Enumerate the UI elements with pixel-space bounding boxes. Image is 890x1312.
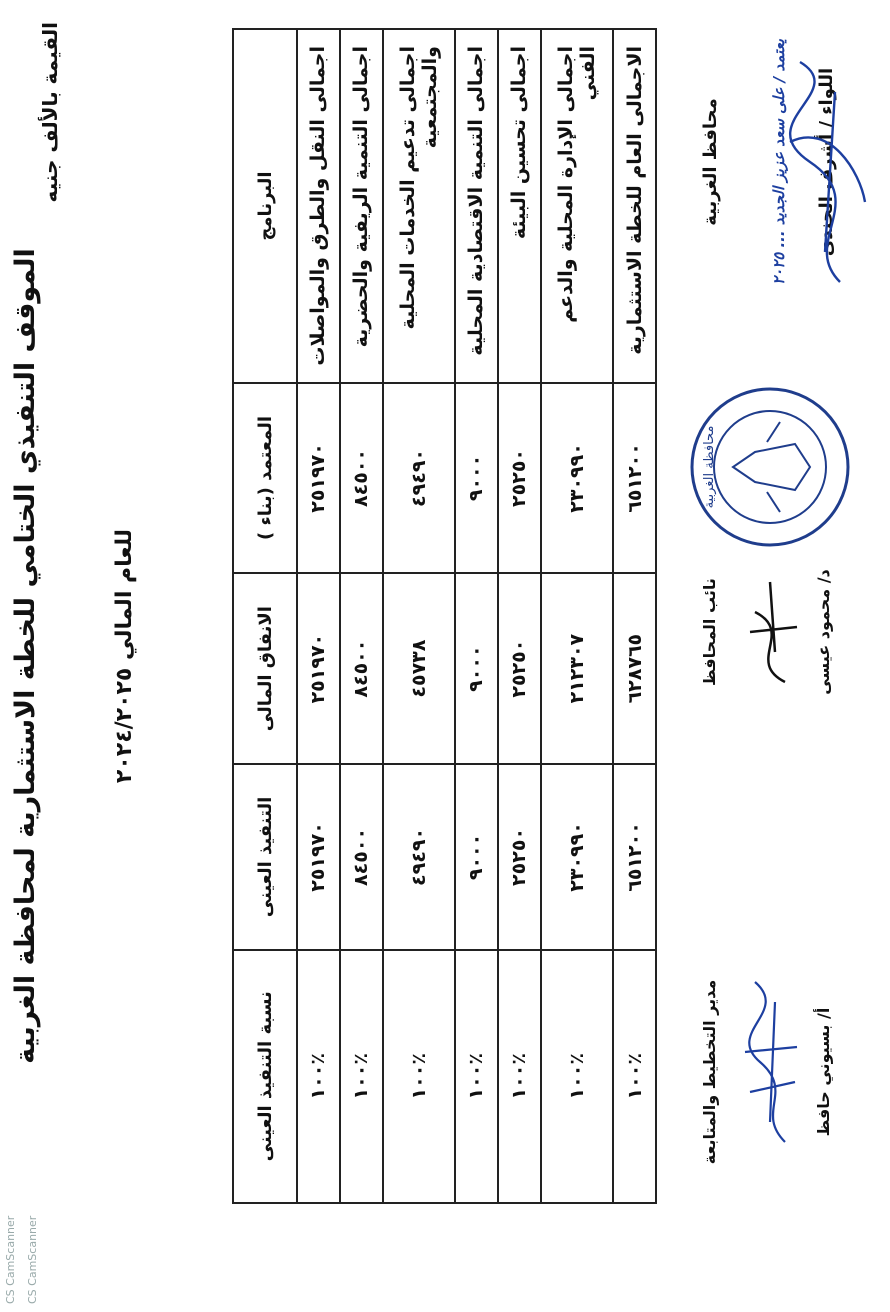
row-execution-rate: ٪١٠٠	[297, 950, 340, 1203]
row-spending: ٢٥١٩٧٠	[297, 573, 340, 764]
row-approved: ٢٥١٩٧٠	[297, 383, 340, 573]
row-spending: ٦٢٨٧٦٥	[613, 573, 656, 764]
scanner-watermark: CS CamScanner	[26, 1215, 39, 1304]
row-spending: ٤٥٧٣٨	[383, 573, 455, 764]
table-row-total	[613, 29, 656, 1203]
investment-plan-table	[232, 28, 657, 1204]
header-spending: الانفاق المالى	[233, 573, 297, 764]
document-subtitle: للعام المالي ٢٠٢٤/٢٠٢٥	[112, 528, 137, 784]
stamp-text: محافظة الغربية	[702, 425, 717, 509]
row-spending: ٩٠٠٠	[455, 573, 498, 764]
row-program: اجمالى تدعيم الخدمات المحلية والمجتمعية	[383, 29, 455, 383]
row-execution-rate: ٪١٠٠	[613, 950, 656, 1203]
header-physical-execution: التنفيذ العينى	[233, 764, 297, 949]
handwritten-signature-middle	[735, 562, 805, 702]
row-program: اجمالى التنمية الاقتصادية المحلية	[455, 29, 498, 383]
signature-title: نائب المحافظ	[700, 578, 719, 686]
row-execution-rate: ٪١٠٠	[340, 950, 383, 1203]
row-execution-rate: ٪١٠٠	[455, 950, 498, 1203]
signature-name: أ/ بسيوني حافظ	[814, 1007, 833, 1137]
handwritten-signature-right	[770, 52, 880, 292]
signature-title: مدير التخطيط والمتابعة	[700, 979, 719, 1165]
table-row	[340, 29, 383, 1203]
row-approved: ٩٠٠٠	[455, 383, 498, 573]
row-physical-execution: ٢٥١٩٧٠	[297, 764, 340, 949]
row-spending: ٢٥٢٥٠	[498, 573, 541, 764]
row-approved: ٦٥١٢٠٠	[613, 383, 656, 573]
row-execution-rate: ٪١٠٠	[541, 950, 613, 1203]
row-program: اجمالى النقل والطرق والمواصلات	[297, 29, 340, 383]
table-header-row	[233, 29, 297, 1203]
row-program: اجمالى الإدارة المحلية والدعم الفني	[541, 29, 613, 383]
value-unit-note: القيمة بالألف جنيه	[38, 22, 62, 203]
table-row	[455, 29, 498, 1203]
header-program: البرنامج	[233, 29, 297, 383]
row-program: الاجمالى العام للخطة الاستثمارية	[613, 29, 656, 383]
row-physical-execution: ٦٥١٢٠٠	[613, 764, 656, 949]
row-program: اجمالى التنمية الريفية والحضرية	[340, 29, 383, 383]
row-spending: ٨٤٥٠٠	[340, 573, 383, 764]
handwritten-signature-left	[735, 972, 805, 1152]
table-row	[498, 29, 541, 1203]
handwritten-note: يعتمد / على سعد عزيز الجديد ... ٢٠٢٥	[770, 39, 788, 285]
table-row	[383, 29, 455, 1203]
row-physical-execution: ٢٥٢٥٠	[498, 764, 541, 949]
table-row	[297, 29, 340, 1203]
row-execution-rate: ٪١٠٠	[383, 950, 455, 1203]
row-approved: ٢٥٢٥٠	[498, 383, 541, 573]
header-approved: المعتمد (بناء )	[233, 383, 297, 573]
signature-title: محافظ الغربية	[700, 98, 721, 226]
row-approved: ٤٩٤٩٠	[383, 383, 455, 573]
row-physical-execution: ٨٤٥٠٠	[340, 764, 383, 949]
table-row	[541, 29, 613, 1203]
header-execution-rate: نسبة التنفيذ العينى	[233, 950, 297, 1203]
row-physical-execution: ٢٣٠٩٩٠	[541, 764, 613, 949]
row-program: اجمالى تحسين البيئة	[498, 29, 541, 383]
row-execution-rate: ٪١٠٠	[498, 950, 541, 1203]
row-physical-execution: ٩٠٠٠	[455, 764, 498, 949]
document-title: الموقف التنفيذي الختامي للخطة الاستثمارية لمحافظة الغربية	[10, 248, 41, 1064]
row-physical-execution: ٤٩٤٩٠	[383, 764, 455, 949]
row-approved: ٢٣٠٩٩٠	[541, 383, 613, 573]
official-stamp	[685, 382, 855, 552]
scanner-watermark: CS CamScanner	[4, 1215, 17, 1304]
row-approved: ٨٤٥٠٠	[340, 383, 383, 573]
row-spending: ٢١٢٣٠٧	[541, 573, 613, 764]
signature-name: د/ محمود عيسى	[814, 569, 833, 695]
signature-name: اللواء / أشرف الجندى	[816, 67, 837, 257]
